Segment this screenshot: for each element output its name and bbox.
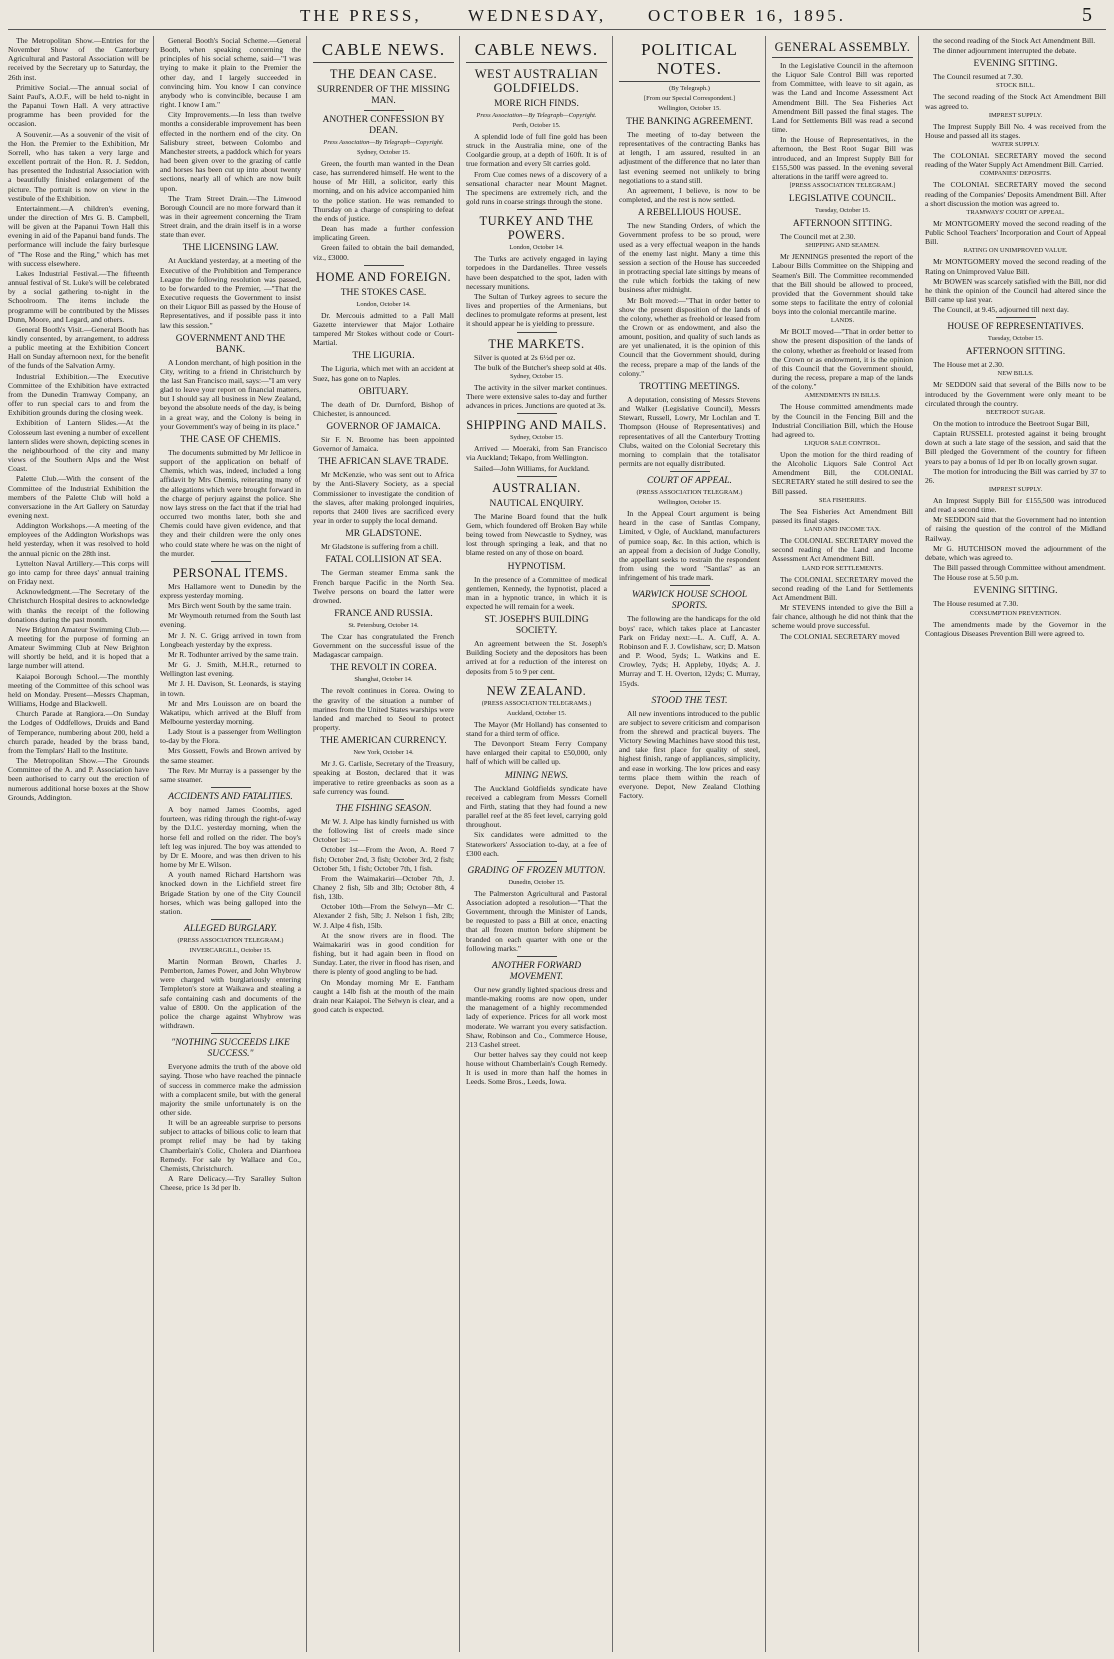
- paragraph: The Sultan of Turkey agrees to secure the lives and properties of the Armenians, but declines to promulgate reforms at present, lest it should appear he is yielding to pressure.: [466, 291, 607, 329]
- column-divider: [153, 36, 154, 1652]
- dateline: Sydney, October 15.: [356, 149, 410, 156]
- paragraph: The Auckland Goldfields syndicate have received a cablegram from Messrs Cornell and Firth, stating that they had found a new parallel reef at the 85 feet level, carrying gold throughout.: [466, 783, 607, 830]
- paragraph: The Metropolitan Show.—The Grounds Committee of the A. and P. Association have been authorised to carry out the erection of numerous additional horse boxes at the Show Grounds, Addington.: [8, 756, 149, 802]
- dateline: INVERCARGILL, October 15.: [189, 946, 272, 954]
- paragraph: the second reading of the Stock Act Amendment Bill.: [933, 36, 1096, 45]
- telegram-credit: (PRESS ASSOCIATION TELEGRAM.): [636, 489, 743, 497]
- subheading: LIQUOR SALE CONTROL.: [804, 440, 881, 447]
- paragraph: The Rev. Mr Murray is a passenger by the same steamer.: [160, 765, 301, 784]
- headline: THE AFRICAN SLAVE TRADE.: [318, 457, 449, 468]
- paragraph: An Imprest Supply Bill for £155,500 was introduced and read a second time.: [925, 496, 1106, 515]
- masthead-rule: [8, 29, 1106, 30]
- section-header: CABLE NEWS.: [321, 40, 446, 59]
- paragraph: The dinner adjournment interrupted the debate.: [933, 46, 1077, 56]
- dateline: Perth, October 15.: [512, 122, 561, 129]
- headline: THE STOKES CASE.: [340, 287, 427, 298]
- headline: PERSONAL ITEMS.: [172, 565, 289, 580]
- section-header: GENERAL ASSEMBLY.: [774, 40, 911, 54]
- section-rule: [772, 57, 913, 58]
- paragraph: Mr BOLT moved—"That in order better to show the present disposition of the lands of the colony, whether as freehold or leased from the Crown or as endowment, it is the opinion of this Council that the Government should, during the recess, prepare a map of the lands of the colony.": [772, 327, 913, 392]
- paragraph: Church Parade at Rangiora.—On Sunday the Lodges of Oddfellows, Druids and Band of Temperance, numbering about 200, held a church parade, headed by the brass band, from the Templars' Hall to the Institute.: [8, 709, 149, 755]
- headline: GRADING OF FROZEN MUTTON.: [467, 865, 606, 876]
- paragraph: Lady Stout is a passenger from Wellington to-day by the Flora.: [160, 727, 301, 746]
- paragraph: Palette Club.—With the consent of the Committee of the Industrial Exhibition the members of the Palette Club will hold a conversazione in the Art Gallery on Saturday evening next.: [8, 474, 149, 520]
- column-7: [925, 36, 1106, 1654]
- paragraph: Mr R. Todhunter arrived by the same train.: [168, 649, 299, 659]
- dateline: Dunedin, October 15.: [508, 878, 565, 886]
- page-number: 5: [1082, 4, 1092, 26]
- paragraph: The COLONIAL SECRETARY moved the second reading of the Land and Income Assessment Act Amendment Bill.: [772, 536, 913, 564]
- paragraph: City Improvements.—In less than twelve months a considerable improvement has been effected in the northern end of the city. On Salisbury street, between Colombo and Manchester streets, a paddock which for years had been given over to the grazing of cattle and horses has been cut up into about twenty sections, nearly all of which are now built upon.: [160, 110, 301, 193]
- paragraph: Mr G. J. Smith, M.H.R., returned to Wellington last evening.: [160, 660, 301, 679]
- paragraph: Mr SEDDON said that several of the Bills now to be introduced by the Government were only meant to be circulated through the country.: [925, 380, 1106, 408]
- paragraph: The Liguria, which met with an accident at Suez, has gone on to Naples.: [313, 364, 454, 383]
- paragraph: The Council, at 9.45, adjourned till next day.: [933, 305, 1069, 315]
- paragraph: The following are the handicaps for the old boys' race, which takes place at Lancaster Park on Friday next:—L. A. Cuff, A. A. Robinson and F. J. Cowlishaw, scr; D. Matson and P. Wood, 5yds; L. Watkins and E. Crowley, 7yds; H. Appleby, 10yds; A. J. Murray and T. H. Overton, 12yds; C. Murray, 15yds.: [619, 614, 760, 688]
- paragraph: The Council resumed at 7.30.: [933, 72, 1023, 82]
- headline: HOME AND FOREIGN.: [315, 269, 452, 284]
- dateline: New York, October 14.: [353, 749, 414, 757]
- paragraph: The bulk of the Butcher's sheep sold at 40s.: [474, 362, 607, 372]
- paragraph: Mr Gladstone is suffering from a chill.: [321, 542, 439, 552]
- paragraph: Mr J. G. Carlisle, Secretary of the Treasury, speaking at Boston, declared that it was imperative to retire greenbacks as soon as a safe currency was found.: [313, 759, 454, 796]
- paragraph: Mr Bolt moved:—"That in order better to show the present disposition of the lands of the colony, whether as freehold or leased from the Crown or as endowment, and also the amount, position, and quality of such lands as are yet unalienated, it is the opinion of this Council that the Government should, during the recess, prepare a map of the lands of the colony.": [619, 295, 760, 378]
- masthead-title: THE PRESS,: [300, 6, 422, 25]
- paragraph: Mr McKenzie, who was sent out to Africa by the Anti-Slavery Society, as a special Commissioner to investigate the condition of the slaves, after making prolonged inquiries, reports that 2400 lives are sacrificed every year in order to supply the local demand.: [313, 470, 454, 526]
- paragraph: The German steamer Emma sank the French barque Pacific in the North Sea. Twelve persons on board the latter were drowned.: [313, 568, 454, 605]
- paragraph: Mr STEVENS intended to give the Bill a fair chance, although he did not think that the scheme would prove successful.: [772, 603, 913, 631]
- paragraph: An agreement between the St. Joseph's Building Society and the depositors has been arrived at for a reduction of the interest on deposits from 5 to 9 per cent.: [466, 639, 607, 676]
- byline: (By Telegraph.): [669, 85, 710, 92]
- telegram-credit: (PRESS ASSOCIATION TELEGRAMS.): [481, 699, 592, 707]
- paragraph: The COLONIAL SECRETARY moved the second reading of the Companies' Deposits Amendment Bill. After a short discussion the motion was agreed to.: [925, 180, 1106, 208]
- section-header: POLITICAL NOTES.: [641, 40, 738, 78]
- column-6: [772, 36, 913, 1654]
- headline: WEST AUSTRALIAN GOLDFIELDS.: [474, 67, 599, 95]
- section-rule: [517, 476, 557, 477]
- paragraph: From the Waimakariri—October 7th, J. Chaney 2 fish, 5lb and 3lb; October 8th, 4 fish, 13lb.: [313, 873, 454, 902]
- paragraph: On Monday morning Mr E. Fantham caught a 14lb fish at the mouth of the main drain near Kaiapoi. The Selwyn is clear, and a good catch is expected.: [313, 977, 454, 1014]
- paragraph: The motion for introducing the Bill was carried by 37 to 26.: [925, 466, 1106, 485]
- paragraph: The House resumed at 7.30.: [933, 599, 1019, 609]
- paragraph: A boy named James Coombs, aged fourteen, was riding through the right-of-way by the D.I.C. yesterday morning, when the horse fell and rolled on the rider. The boy's left leg was injured. The boy was attended to by Dr E. Moore, and was then driven to his home by Mr E. Wilson.: [160, 805, 301, 870]
- headline: ANOTHER CONFESSION BY DEAN.: [322, 115, 445, 136]
- paragraph: The second reading of the Stock Act Amendment Bill was agreed to.: [925, 92, 1106, 111]
- headline: HYPNOTISM.: [507, 561, 566, 572]
- paragraph: Lyttelton Naval Artillery.—This corps will go into camp for three days' annual training on Friday next.: [8, 558, 149, 587]
- dateline: Wellington, October 15.: [658, 105, 721, 112]
- headline: LEGISLATIVE COUNCIL.: [788, 194, 897, 205]
- headline: AUSTRALIAN.: [492, 480, 581, 495]
- column-1: [8, 36, 149, 1654]
- paragraph: An agreement, I believe, is now to be completed, and the rest is now settled.: [619, 185, 760, 205]
- paragraph: The Council met at 2.30.: [780, 232, 856, 242]
- paragraph: The House committed amendments made by the Council in the Fencing Bill and the Industrial Conciliation Bill, which the House had agreed to.: [772, 402, 913, 439]
- headline: SHIPPING AND MAILS.: [466, 418, 607, 433]
- section-rule: [517, 413, 557, 414]
- headline: THE DEAN CASE.: [329, 67, 438, 81]
- paragraph: Addington Workshops.—A meeting of the employees of the Addington Workshops was held yesterday, when it was resolved to hold the annual picnic on the 28th inst.: [8, 521, 149, 558]
- paragraph: Everyone admits the truth of the above old saying. Those who have reached the pinnacle of success in commerce make the admission with a complacent smile, but with the general majority the smile unfortunately is on the other side.: [160, 1062, 301, 1117]
- paragraph: Mr J. H. Davison, St. Leonards, is staying in town.: [160, 679, 301, 698]
- paragraph: Mr J. N. C. Grigg arrived in town from Longbeach yesterday by the express.: [160, 630, 301, 649]
- subheading: CONSUMPTION PREVENTION.: [969, 609, 1061, 617]
- headline: MR GLADSTONE.: [345, 529, 422, 540]
- section-rule: [517, 956, 557, 957]
- paragraph: A splendid lode of full fine gold has been struck in the Australia mine, one of the Coolgardie group, at a depth of 160ft. It is of true formation and every 5lt carries gold.: [466, 132, 607, 169]
- subheading: SHIPPING AND SEAMEN.: [805, 242, 880, 250]
- byline: [From our Special Correspondent.]: [644, 95, 735, 102]
- subheading: LAND FOR SETTLEMENTS.: [801, 564, 884, 572]
- paragraph: In the Legislative Council in the afternoon the Liquor Sale Control Bill was reported from Committee, with leave to sit again, as was the Land and Income Assessment Act Amendment Bill. The Sea Fisheries Act Amendment Bill passed the final stages. The Land for Settlements Bill was read a second time.: [772, 61, 913, 135]
- paragraph: Mrs Hallamore went to Dunedin by the express yesterday morning.: [160, 581, 301, 600]
- paragraph: The House rose at 5.50 p.m.: [933, 573, 1019, 583]
- headline: ALLEGED BURGLARY.: [184, 923, 277, 934]
- paragraph: A Rare Delicacy.—Try Saralley Sulton Cheese, price 1s 3d per lb.: [160, 1174, 301, 1193]
- section-rule: [364, 799, 404, 800]
- headline: NEW ZEALAND.: [486, 683, 587, 698]
- headline: THE REVOLT IN COREA.: [330, 663, 437, 674]
- paragraph: The Metropolitan Show.—Entries for the November Show of the Canterbury Agricultural and Pastoral Association will be received by the Secretary up to Saturday, the 26th inst.: [8, 36, 149, 82]
- paragraph: Silver is quoted at 2s 6½d per oz.: [474, 352, 576, 362]
- telegram-credit: (PRESS ASSOCIATION TELEGRAM.): [177, 936, 284, 944]
- paragraph: The COLONIAL SECRETARY moved the second reading of the Water Supply Act Amendment Bill. Carried.: [925, 151, 1106, 170]
- headline: HOUSE OF REPRESENTATIVES.: [947, 322, 1084, 333]
- subheading: IMPREST SUPPLY.: [988, 111, 1043, 119]
- paragraph: Mr BOWEN was scarcely satisfied with the Bill, nor did he think the opinion of the Council had altered since the Bill came up last year.: [925, 276, 1106, 304]
- dateline: London, October 14.: [356, 300, 411, 308]
- paragraph: The Palmerston Agricultural and Pastoral Association adopted a resolution—"That the Government, through the Minister of Lands, be requested to pass a Bill at once, enacting that all frozen mutton before shipment be branded on each quarter with one or the following marks.": [466, 888, 607, 953]
- headline: COURT OF APPEAL.: [647, 476, 732, 487]
- paragraph: The Bill passed through Committee without amendment.: [933, 563, 1106, 573]
- paragraph: Entertainment.—A children's evening, under the direction of Mrs G. B. Campbell, will be given at the Papanui Town Hall this evening in aid of the Papanui band funds. The performance will include the fairy burlesque of "The Rose and the Ring," which has met with success elsewhere.: [8, 203, 149, 268]
- paragraph: The Czar has congratulated the French Government on the successful issue of the Madagascar campaign.: [313, 632, 454, 660]
- paragraph: Kaiapoi Borough School.—The monthly meeting of the Committee of this school was held on Monday. Present—Messrs Chapman, Williams, Hodge and Blackwell.: [8, 671, 149, 709]
- paragraph: The COLONIAL SECRETARY moved the second reading of the Land for Settlements Act Amendment Bill.: [772, 574, 913, 602]
- paragraph: Mr MONTGOMERY moved the second reading of the Rating on Unimproved Value Bill.: [925, 257, 1106, 276]
- paragraph: The COLONIAL SECRETARY moved: [780, 631, 900, 641]
- headline: NAUTICAL ENQUIRY.: [489, 498, 584, 509]
- column-divider: [306, 36, 307, 1652]
- paragraph: Mr Weymouth returned from the South last evening.: [160, 611, 301, 630]
- paragraph: Six candidates were admitted to the Stateworkers' Association to-day, at a fee of £300 each.: [466, 830, 607, 858]
- paragraph: In the House of Representatives, in the afternoon, the Best Root Sugar Bill was introduced, and an Imprest Supply Bill for £155,500 was passed. In the evening several alterations in the tariff were agreed to.: [772, 135, 913, 181]
- subheading: WATER SUPPLY.: [991, 141, 1040, 149]
- column-2: [160, 36, 301, 1654]
- headline: THE LIGURIA.: [352, 351, 415, 362]
- column-divider: [918, 36, 919, 1652]
- headline: MINING NEWS.: [504, 770, 569, 781]
- column-5: [619, 36, 760, 1654]
- headline: ANOTHER FORWARD MOVEMENT.: [491, 960, 582, 982]
- dateline: Auckland, October 15.: [506, 709, 567, 717]
- headline: THE AMERICAN CURRENCY.: [320, 736, 447, 747]
- headline: "NOTHING SUCCEEDS LIKE SUCCESS.": [171, 1038, 290, 1060]
- paragraph: From Cue comes news of a discovery of a sensational character near Mount Magnet. The specimens are extremely rich, and the gold runs in coarse strings through the stone.: [466, 169, 607, 207]
- section-rule: [517, 679, 557, 680]
- headline: FATAL COLLISION AT SEA.: [325, 555, 442, 566]
- paragraph: The activity in the silver market continues. There were extensive sales to-day and further advances in prices. Junctions are quoted at 3s.: [466, 382, 607, 411]
- paragraph: A deputation, consisting of Messrs Stevens and Walker (Legislative Council), Messrs Stewart, Russell, Lowry, Mr Lochlan and T. Thompson (House of Representatives) and representatives of all the Canterbury Trotting Clubs, waited on the Colonial Secretary this morning to complain that the totalisator permits are not equally distributed.: [619, 394, 760, 468]
- paragraph: Mrs Birch went South by the same train.: [168, 601, 292, 611]
- paragraph: The Marine Board found that the hulk Gem, which foundered off Broken Bay while being towed from Newcastle to Sydney, was lost through springing a leak, and that no blame rested on any of those on board.: [466, 511, 607, 558]
- subheading: LANDS.: [830, 317, 855, 325]
- paragraph: Green, the fourth man wanted in the Dean case, has surrendered himself. He went to the house of Mr Hill, a solicitor, early this morning, and on his advice accompanied him to the police station. He was remanded to Thursday on a charge of conspiring to defeat the ends of justice.: [313, 159, 454, 223]
- dateline: St. Petersburg, October 14.: [348, 622, 419, 629]
- subheading: COMPANIES' DEPOSITS.: [979, 170, 1052, 178]
- paragraph: New Brighton Amateur Swimming Club.—A meeting for the purpose of forming an Amateur Swimming Club at New Brighton will shortly be held, and it is hoped that a large number will attend.: [8, 624, 149, 671]
- headline: ST. JOSEPH'S BUILDING SOCIETY.: [484, 615, 589, 637]
- paragraph: Sir F. N. Broome has been appointed Governor of Jamaica.: [313, 434, 454, 454]
- dateline: Sydney, October 15.: [509, 372, 563, 380]
- paragraph: The Imprest Supply Bill No. 4 was received from the House and passed all its stages.: [925, 121, 1106, 140]
- subheading: LAND AND INCOME TAX.: [804, 526, 881, 534]
- paragraph: Captain RUSSELL protested against it being brought down at such a late stage of the session, and said that the Bill pledged the Government of the country for fifteen years to pay a bonus of 1d per lb on locally grown sugar.: [925, 429, 1106, 466]
- masthead-date: OCTOBER 16, 1895.: [648, 6, 847, 25]
- paragraph: It will be an agreeable surprise to persons subject to attacks of bilious colic to learn that prompt relief may be had by taking Chamberlain's Colic, Cholera and Diarrhoea Remedy. For sale by Wallace and Co., Chemists, Christchurch.: [160, 1118, 301, 1173]
- paragraph: Mr SEDDON said that the Government had no intention of raising the question of the control of the Midland Railway.: [925, 515, 1106, 543]
- section-rule: [670, 585, 710, 586]
- paragraph: The Sea Fisheries Act Amendment Bill passed its final stages.: [772, 506, 913, 525]
- paragraph: Arrived — Moeraki, from San Francisco via Auckland; Tekapo, from Wellington.: [466, 444, 607, 463]
- paragraph: A youth named Richard Hartshorn was knocked down in the Lichfield street fire Brigade Station by one of the City Council horses, which was being galloped into the station.: [160, 870, 301, 916]
- section-rule: [517, 332, 557, 333]
- section-rule: [364, 110, 404, 111]
- headline: THE FISHING SEASON.: [335, 803, 432, 814]
- headline: FRANCE AND RUSSIA.: [334, 609, 433, 619]
- dateline: Tuesday, October 15.: [814, 207, 871, 215]
- paragraph: General Booth's Visit.—General Booth has kindly consented, by arrangement, to address a public meeting at the Exhibition Concert Hall on Sunday afternoon next, for the benefit of the funds of the Salvation Army.: [8, 324, 149, 371]
- paragraph: Green failed to obtain the bail demanded, viz., £3000.: [313, 243, 454, 262]
- subheading: SEA FISHERIES.: [818, 496, 867, 504]
- paragraph: All new inventions introduced to the public are subject to severe criticism and comparison from the shrewd and practical buyers. The Victory Sewing Machines have stood this test, and take first place for quality of steel, highest finish, range of appliances, simplicity, and ease in working. The low prices and easy terms place them within the reach of everyone. Depot, New Zealand Clothing Factory.: [619, 708, 760, 801]
- headline: AFTERNOON SITTING.: [965, 347, 1066, 358]
- headline: THE MARKETS.: [488, 336, 585, 351]
- column-divider: [612, 36, 613, 1652]
- headline: OBITUARY.: [358, 386, 409, 397]
- section-rule: [466, 62, 607, 63]
- section-rule: [670, 691, 710, 692]
- section-rule: [670, 471, 710, 472]
- paragraph: In the Appeal Court argument is being heard in the case of Santlas Company, Limited, v Ogle, of Auckland, manufacturers of pumice soap, &c. In this action, which is an appeal from a decision of Judge Conolly, the appellant seeks to restrain the respondent from using the word "Santlas" as an infringement of his trade mark.: [619, 509, 760, 583]
- headline: SURRENDER OF THE MISSING MAN.: [316, 85, 451, 106]
- paragraph: Our better halves say they could not keep house without Chamberlain's Cough Remedy. It is used in more than half the homes in Leeds. Some Bros., Leeds, Iowa.: [466, 1050, 607, 1087]
- subheading: BEETROOT SUGAR.: [985, 408, 1046, 416]
- section-rule: [517, 209, 557, 210]
- paragraph: The documents submitted by Mr Jellicoe in support of the application on behalf of Chemis, which was, indeed, included a long affidavit by Mrs Chemis, reiterating many of the allegations which were brought forward in the charge of perjury against the police. She now lays stress on the fact that if the trial had occurred two months later, both she and Chemis could have given evidence, and that they and their children were the only ones who could state where he was on the night of the murder.: [160, 447, 301, 558]
- dateline: Wellington, October 15.: [658, 499, 721, 507]
- paragraph: At Auckland yesterday, at a meeting of the Executive of the Prohibition and Temperance League the following resolution was passed, to be forwarded to the Premier, —"That the Executive requests the Government to insist on their Liquor Bill as passed by the House of Representatives, and if possible pass it into law this session.": [160, 256, 301, 330]
- paragraph: Dr. Mercouis admitted to a Pall Mall Gazette interviewer that Major Lothaire tampered Mr Stokes without code or Court-Martial.: [313, 310, 454, 348]
- masthead: [0, 0, 1114, 32]
- paragraph: Mrs Gossett, Fowls and Brown arrived by the same steamer.: [160, 746, 301, 765]
- paragraph: On the motion to introduce the Beetroot Sugar Bill,: [933, 418, 1090, 428]
- paragraph: The House met at 2.30.: [933, 360, 1004, 370]
- column-3: [313, 36, 454, 1654]
- masthead-day: WEDNESDAY,: [468, 6, 607, 25]
- paragraph: Sailed—John Williams, for Auckland.: [474, 463, 590, 473]
- paragraph: The Devonport Steam Ferry Company have enlarged their capital to £50,000, only half of which will be called up.: [466, 739, 607, 767]
- headline: EVENING SITTING.: [973, 59, 1058, 70]
- headline: THE BANKING AGREEMENT.: [626, 117, 753, 127]
- paragraph: The amendments made by the Governor in the Contagious Diseases Prevention Bill were agreed to.: [925, 619, 1106, 638]
- paragraph: October 1st—From the Avon, A. Reed 7 fish; October 2nd, 3 fish; October 3rd, 2 fish; October 5th, 1 fish; October 7th, 1 fish.: [313, 845, 454, 873]
- paragraph: Mr JENNINGS presented the report of the Labour Bills Committee on the Shipping and Seamen's Bill. The Committee recommended that the Bill should be allowed to proceed, provided that the Government should take some steps to facilitate the entry of colonial boys into the colonial mercantile marine.: [772, 252, 913, 317]
- column-divider: [459, 36, 460, 1652]
- paragraph: The death of Dr. Durnford, Bishop of Chichester, is announced.: [313, 399, 454, 418]
- headline: THE CASE OF CHEMIS.: [180, 434, 281, 445]
- dateline: Shanghai, October 14.: [354, 676, 413, 684]
- credit-line: Press Association—By Telegraph—Copyright.: [476, 112, 597, 119]
- paragraph: Upon the motion for the third reading of the Alcoholic Liquors Sale Control Act Amendment Bill, the COLONIAL SECRETARY stated he still desired to see the Bill passed.: [772, 450, 913, 496]
- paragraph: Acknowledgment.—The Secretary of the Christchurch Hospital desires to acknowledge with thanks the receipt of the following donations during the past month.: [8, 587, 149, 624]
- subheading: IMPREST SUPPLY.: [988, 486, 1043, 493]
- section-rule: [364, 265, 404, 266]
- paragraph: Mr and Mrs Louisson are on board the Wakatipu, which arrived at the Bluff from Melbourne yesterday morning.: [160, 698, 301, 726]
- paragraph: Dean has made a further confession implicating Green.: [313, 224, 454, 243]
- paragraph: General Booth's Social Scheme.—General Booth, when speaking concerning the principles of his social scheme, said—"I was trying to make it plain to the Premier the other day, and I largely succeeded in convincing him. You know I can convince anybody who is convincible, because I am right. I know I am.": [160, 36, 301, 110]
- column-4: [466, 36, 607, 1654]
- paragraph: The meeting of to-day between the representatives of the contracting Banks has at length, I am assured, resulted in an adjustment of the difference that no later than last evening seemed not unlikely to bring negotiations to a stand still.: [619, 130, 760, 185]
- paragraph: Martin Norman Brown, Charles J. Pemberton, James Power, and John Whybrow were charged with burglariously entering Templeton's store at Waikawa and stealing a safe containing cash and documents of the value of £800. On the application of the police the charge against Whybrow was withdrawn.: [160, 956, 301, 1031]
- section-rule: [211, 787, 251, 788]
- paragraph: In the presence of a Committee of medical gentlemen, Kennedy, the hypnotist, placed a man in a hypnotic trance, in which it is expected he will remain for a week.: [466, 574, 607, 611]
- paragraph: October 10th—From the Selwyn—Mr C. Alexander 2 fish, 5lb; J. Nelson 1 fish, 2lb; W. J. Alpe 4 fish, 15lb.: [313, 902, 454, 930]
- headline: TROTTING MEETINGS.: [639, 381, 740, 392]
- credit-line: Press Association—By Telegraph—Copyright.: [323, 139, 444, 146]
- subheading: TRAMWAYS' COURT OF APPEAL.: [966, 208, 1065, 216]
- paragraph: The revolt continues in Corea. Owing to the gravity of the situation a number of marines from the United States warships were landed and marched to Seoul to protect property.: [313, 686, 454, 733]
- subheading: STOCK BILL.: [996, 82, 1035, 90]
- headline: GOVERNOR OF JAMAICA.: [326, 421, 441, 432]
- headline: TURKEY AND THE POWERS.: [479, 214, 594, 243]
- paragraph: Industrial Exhibition.—The Executive Committee of the Exhibition have extracted from the Dunedin Tramway Company, an offer to run special cars to and from the Exhibition grounds during the closing week.: [8, 371, 149, 418]
- paragraph: At the snow rivers are in flood. The Waimakariri was in good condition for fishing, but it had again been in flood on Sunday. Later, the river in flood has risen, and there is plenty of good angling to be had.: [313, 930, 454, 977]
- telegram-credit: [PRESS ASSOCIATION TELEGRAM.]: [789, 182, 896, 190]
- paragraph: The Mayor (Mr Holland) has consented to stand for a third term of office.: [466, 719, 607, 738]
- subheading: NEW BILLS.: [997, 370, 1034, 378]
- headline: THE LICENSING LAW.: [182, 243, 279, 254]
- paragraph: A London merchant, of high position in the City, writing to a friend in Christchurch by the last San Francisco mail, says:—"I am very glad to leave your report on financial matters, but I should say all business in New Zealand, beyond the absolute needs of the day, is being in a great way, and the Colony is being in your Government's way of being in its place.": [160, 357, 301, 431]
- paragraph: The Tram Street Drain.—The Linwood Borough Council are no more forward than it was in their agreement concerning the Tram Street drain, and the drain itself is in a worse state than ever.: [160, 193, 301, 240]
- section-rule: [619, 81, 760, 82]
- headline: EVENING SITTING.: [973, 586, 1058, 597]
- paragraph: Primitive Social.—The annual social of Saint Paul's, A.O.F., will be held to-night in the Papanui Town Hall. A very attractive programme has been provided for the occasion.: [8, 82, 149, 129]
- dateline: London, October 14.: [509, 244, 564, 252]
- paragraph: A Souvenir.—As a souvenir of the visit of the Hon. the Premier to the Exhibition, Mr Sorrell, who has taken a very large and excellent portrait of the Hon. R. J. Seddon, has presented the Industrial Association with a beautifully finished enlargement of the picture. The portrait is now on view in the vestibule of the Exhibition.: [8, 129, 149, 203]
- headline: STOOD THE TEST.: [651, 695, 728, 706]
- dateline: Tuesday, October 15.: [987, 335, 1044, 343]
- headline: AFTERNOON SITTING.: [792, 219, 893, 230]
- paragraph: Exhibition of Lantern Slides.—At the Colosseum last evening a number of excellent lantern slides were shown, depicting scenes in the neighbourhood of the city and many views of the Southern Alps and the West Coast.: [8, 418, 149, 474]
- headline: WARWICK HOUSE SCHOOL SPORTS.: [631, 590, 748, 612]
- section-rule: [211, 919, 251, 920]
- paragraph: Mr W. J. Alpe has kindly furnished us with the following list of creels made since October 1st:—: [313, 816, 454, 845]
- section-rule: [517, 861, 557, 862]
- section-rule: [996, 317, 1036, 318]
- section-rule: [313, 62, 454, 63]
- headline: GOVERNMENT AND THE BANK.: [175, 333, 286, 355]
- paragraph: The Turks are actively engaged in laying torpedoes in the Dardanelles. Three vessels have been despatched to the spot, laden with necessary munitions.: [466, 254, 607, 291]
- paragraph: Our new grandly lighted spacious dress and mantle-making rooms are now open, under the management of a highly recommended lady of experience. Prices for all work most moderate. We warrant you every satisfaction. Shaw, Robinson and Co., Commerce House, 213 Cashel street.: [466, 984, 607, 1049]
- paragraph: Lakes Industrial Festival.—The fifteenth annual festival of St. Luke's will be celebrated by a social gathering to-night in the Schoolroom. The items include the programme will be contributed by the Misses Dunn, Moore, and Legard, and others.: [8, 268, 149, 324]
- section-rule: [211, 561, 251, 562]
- column-divider: [765, 36, 766, 1652]
- paragraph: The new Standing Orders, of which the Government profess to be so proud, were used as a very effectual weapon in the hands of the enemy last night. Many a time this session a section of the House has succeeded in protracting special late sittings by means of the rule which forbids the taking of new business after midnight.: [619, 221, 760, 295]
- headline: ACCIDENTS AND FATALITIES.: [168, 792, 293, 803]
- dateline: Sydney, October 15.: [509, 434, 563, 442]
- subheading: AMENDMENTS IN BILLS.: [804, 392, 881, 400]
- headline: A REBELLIOUS HOUSE.: [637, 208, 742, 219]
- headline: MORE RICH FINDS.: [494, 99, 579, 109]
- paragraph: Mr MONTGOMERY moved the second reading of the Public School Teachers' Incorporation and Court of Appeal Bill.: [925, 218, 1106, 247]
- paragraph: Mr G. HUTCHISON moved the adjournment of the debate, which was agreed to.: [925, 543, 1106, 562]
- section-header: CABLE NEWS.: [474, 40, 599, 59]
- section-rule: [211, 1033, 251, 1034]
- subheading: RATING ON UNIMPROVED VALUE.: [963, 247, 1068, 255]
